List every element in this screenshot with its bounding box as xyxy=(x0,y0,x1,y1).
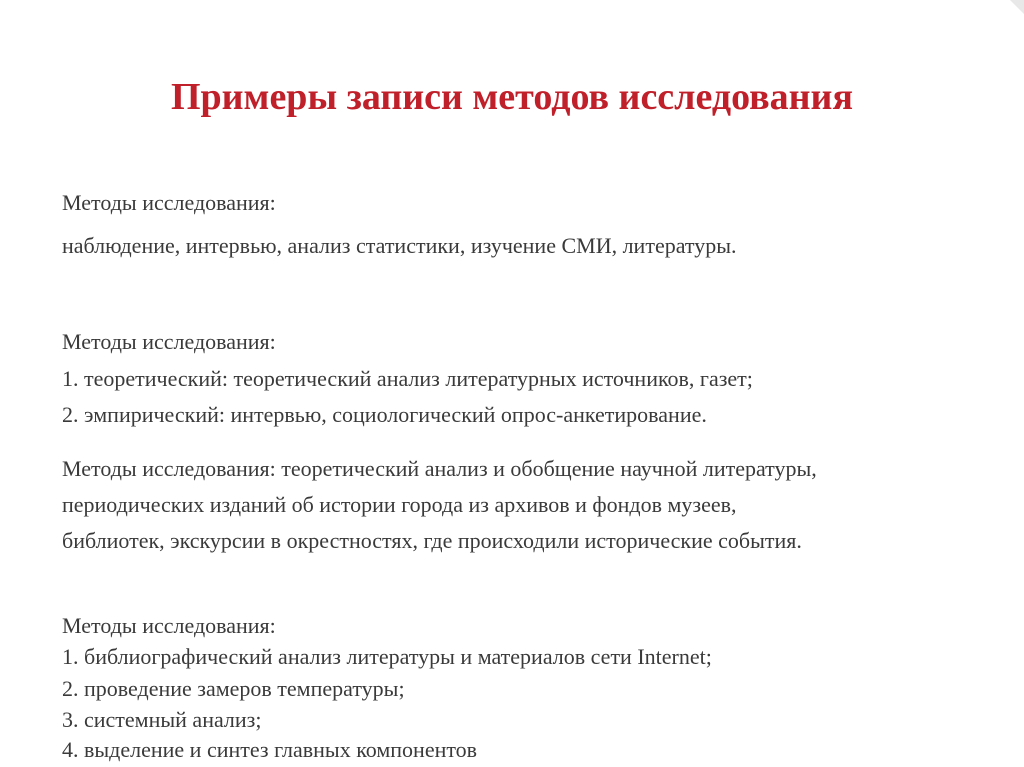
block-4-heading: Методы исследования: xyxy=(62,613,276,638)
page-corner-decoration xyxy=(1010,0,1024,14)
block-3-line-2: периодических изданий об истории города из архивов и фондов музеев, xyxy=(62,492,737,517)
block-1-heading: Методы исследования: xyxy=(62,190,276,215)
block-2-line-2: 1. теоретический: теоретический анализ литературных источников, газет; xyxy=(62,366,753,391)
block-4-line-5: 4. выделение и синтез главных компонентов xyxy=(62,737,478,762)
block-2-heading: Методы исследования: xyxy=(62,329,276,354)
block-4-line-4: 3. системный анализ; xyxy=(62,707,262,732)
block-4-line-3: 2. проведение замеров температуры; xyxy=(62,676,405,701)
block-3-line-1: Методы исследования: теоретический анализ и обобщение научной литературы, xyxy=(62,456,817,481)
block-1-line-2: наблюдение, интервью, анализ статистики, изучение СМИ, литературы. xyxy=(62,233,737,258)
block-4-line-2: 1. библиографический анализ литературы и материалов сети Internet; xyxy=(62,644,712,669)
slide-title: Примеры записи методов исследования xyxy=(170,76,854,118)
block-3-line-3: библиотек, экскурсии в окрестностях, где происходили исторические события. xyxy=(62,528,802,553)
block-2-line-3: 2. эмпирический: интервью, социологический опрос-анкетирование. xyxy=(62,402,707,427)
